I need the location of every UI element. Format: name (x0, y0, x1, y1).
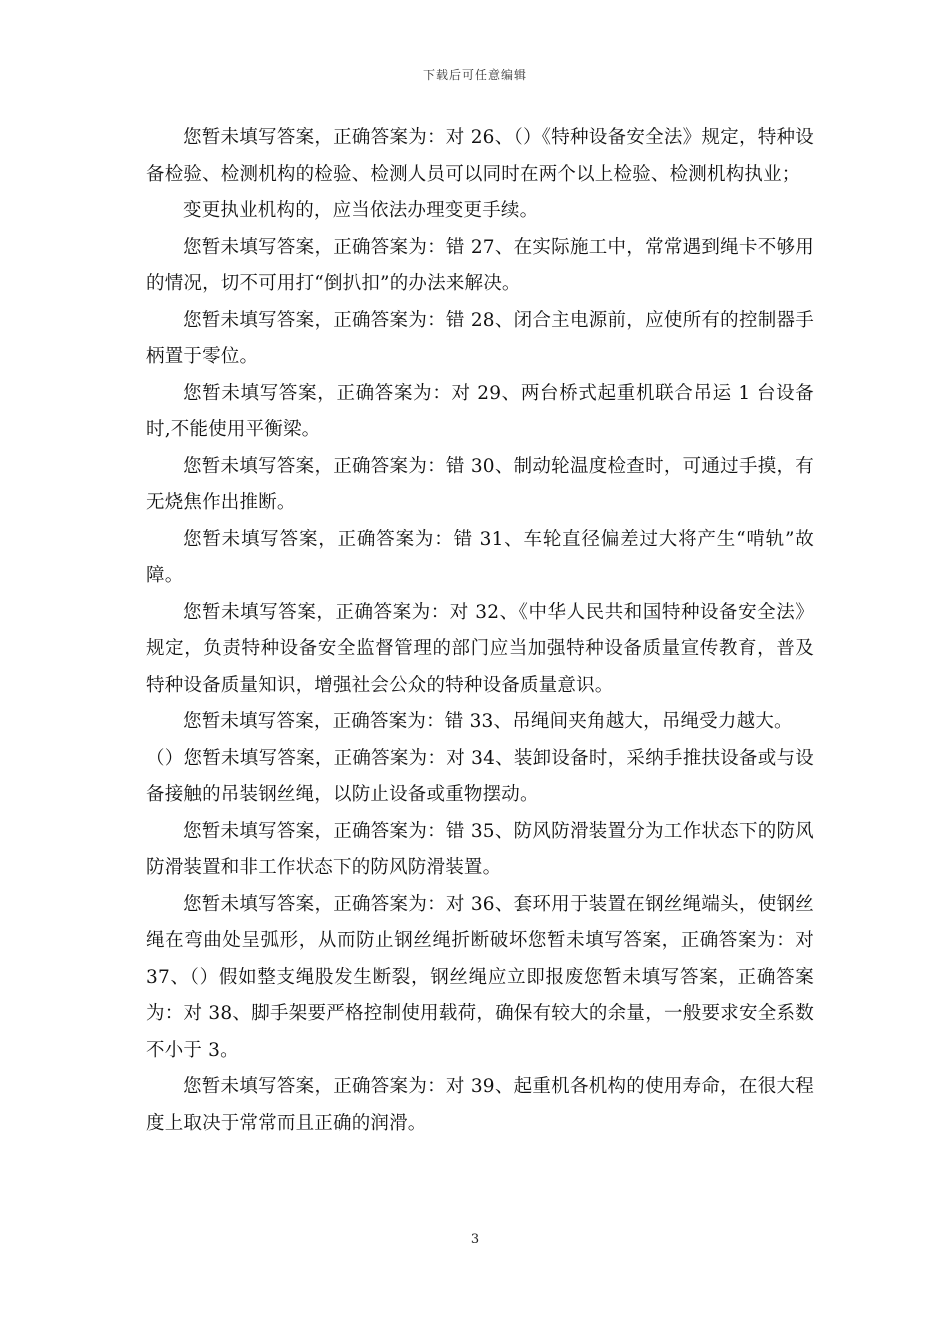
paragraph-q26-continued: 变更执业机构的，应当依法办理变更手续。 (183, 200, 539, 221)
paragraph-q36-38: 您暂未填写答案，正确答案为：对 36、套环用于装置在钢丝绳端头，使钢丝绳在弯曲处呈弧形，从而防止钢丝绳折断破坏您暂未填写答案，正确答案为：对 37、（）假如整支绳股发生断裂，钢丝绳应立即报废您暂未填写答案，正确答案为：对 38、脚手架要严格控制使用载荷，确保有较大的余量，一般要求安全系数不小于 3。 (146, 893, 814, 1061)
paragraph-q34: （）您暂未填写答案，正确答案为：对 34、装卸设备时，采纳手推扶设备或与设备接触的吊装钢丝绳，以防止设备或重物摆动。 (146, 747, 814, 805)
paragraph-q31: 您暂未填写答案，正确答案为：错 31、车轮直径偏差过大将产生“啃轨”故障。 (146, 528, 814, 586)
paragraph-q32: 您暂未填写答案，正确答案为：对 32、《中华人民共和国特种设备安全法》规定，负责特种设备安全监督管理的部门应当加强特种设备质量宣传教育，普及特种设备质量知识，增强社会公众的特种设备质量意识。 (146, 601, 814, 696)
paragraph-q27: 您暂未填写答案，正确答案为：错 27、在实际施工中，常常遇到绳卡不够用的情况，切不可用打“倒扒扣”的办法来解决。 (146, 236, 814, 294)
paragraph-q39: 您暂未填写答案，正确答案为：对 39、起重机各机构的使用寿命，在很大程度上取决于常常而且正确的润滑。 (146, 1076, 814, 1134)
paragraph-q28: 您暂未填写答案，正确答案为：错 28、闭合主电源前，应使所有的控制器手柄置于零位。 (146, 309, 814, 367)
paragraph-q33: 您暂未填写答案，正确答案为：错 33、吊绳间夹角越大，吊绳受力越大。 (183, 711, 793, 732)
page-number: 3 (470, 1232, 480, 1247)
paragraph-q29: 您暂未填写答案，正确答案为：对 29、两台桥式起重机联合吊运 1 台设备时,不能使用平衡梁。 (146, 382, 814, 440)
paragraph-q26: 您暂未填写答案，正确答案为：对 26、（）《特种设备安全法》规定，特种设备检验、检测机构的检验、检测人员可以同时在两个以上检验、检测机构执业； (146, 127, 814, 185)
document-body (146, 120, 814, 1142)
paragraph-q35: 您暂未填写答案，正确答案为：错 35、防风防滑装置分为工作状态下的防风防滑装置和非工作状态下的防风防滑装置。 (146, 820, 814, 878)
page-header: 下载后可任意编辑 (422, 68, 527, 82)
paragraph-q30: 您暂未填写答案，正确答案为：错 30、制动轮温度检查时，可通过手摸，有无烧焦作出推断。 (146, 455, 814, 513)
